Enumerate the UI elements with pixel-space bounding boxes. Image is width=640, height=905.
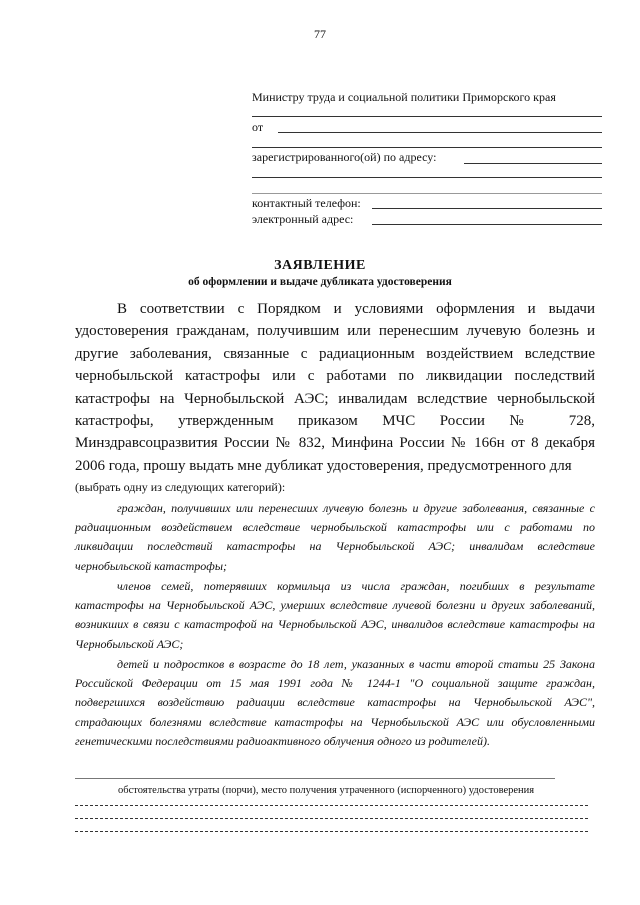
from-label: от — [252, 120, 264, 134]
from-field-line-2[interactable] — [252, 147, 602, 148]
loss-field-line-1[interactable] — [75, 805, 588, 806]
registered-label: зарегистрированного(ой) по адресу: — [252, 150, 437, 164]
phone-label: контактный телефон: — [252, 196, 361, 210]
document-subtitle: об оформлении и выдаче дубликата удостоверения — [188, 276, 452, 288]
separator-line — [75, 778, 555, 779]
addressee: Министру труда и социальной политики Приморского края — [252, 90, 556, 104]
main-paragraph — [75, 298, 595, 477]
email-label: электронный адрес: — [252, 212, 354, 226]
body-text: В соответствии с Порядком и условиями оформления и выдачи удостоверения гражданам, получившим или перенесшим лучевую болезнь и другие заболевания, связанные с радиационным воздействием вследствие чернобыльской катастрофы или с работами по ликвидации последствий катастрофы на Чернобыльской АЭС; инвалидам вследствие чернобыльской катастрофы, утвержденным приказом МЧС России № 728, Минздравсоцразвития России № 832, Минфина России № 166н от 8 декабря 2006 года, прошу выдать мне дубликат удостоверения, предусмотренного для — [75, 301, 595, 474]
category-option-1[interactable] — [75, 499, 595, 576]
address-field[interactable] — [464, 163, 602, 164]
phone-field[interactable] — [372, 208, 602, 209]
choose-note: (выбрать одну из следующих категорий): — [75, 480, 286, 494]
address-field-line-3[interactable] — [252, 193, 602, 194]
page-number: 77 — [314, 27, 326, 41]
email-field[interactable] — [372, 224, 602, 225]
category-option-2[interactable] — [75, 577, 595, 654]
loss-circumstances-label: обстоятельства утраты (порчи), место получения утраченного (испорченного) удостоверения — [118, 785, 535, 796]
category-text: членов семей, потерявших кормильца из числа граждан, погибших в результате катастрофы на Чернобыльской АЭС, умерших вследствие лучевой болезни и других заболеваний, возникших в связи с катастрофой на Чернобыльской АЭС, инвалидов вследствие катастрофы на Чернобыльской АЭС; — [75, 579, 595, 651]
address-field-line-2[interactable] — [252, 177, 602, 178]
loss-field-line-3[interactable] — [75, 831, 588, 832]
category-option-3[interactable] — [75, 655, 595, 751]
addressee-line — [252, 116, 602, 117]
category-text: граждан, получивших или перенесших лучевую болезнь и другие заболевания, связанные с радиационным воздействием вследствие чернобыльской катастрофы или с работами по ликвидации последствий катастрофы на Чернобыльской АЭС; инвалидам вследствие чернобыльской катастрофы; — [75, 501, 595, 573]
document-title: ЗАЯВЛЕНИЕ — [274, 258, 366, 273]
from-field[interactable] — [278, 132, 602, 133]
loss-field-line-2[interactable] — [75, 818, 588, 819]
category-text: детей и подростков в возрасте до 18 лет, указанных в части второй статьи 25 Закона Российской Федерации от 15 мая 1991 года № 1244-1 "О социальной защите граждан, подвергшихся воздействию радиации вследствие катастрофы на Чернобыльской АЭС", страдающих болезнями вследствие катастрофы на Чернобыльской АЭС или обусловленными генетическими последствиями радиоактивного облучения одного из родителей). — [75, 657, 595, 748]
